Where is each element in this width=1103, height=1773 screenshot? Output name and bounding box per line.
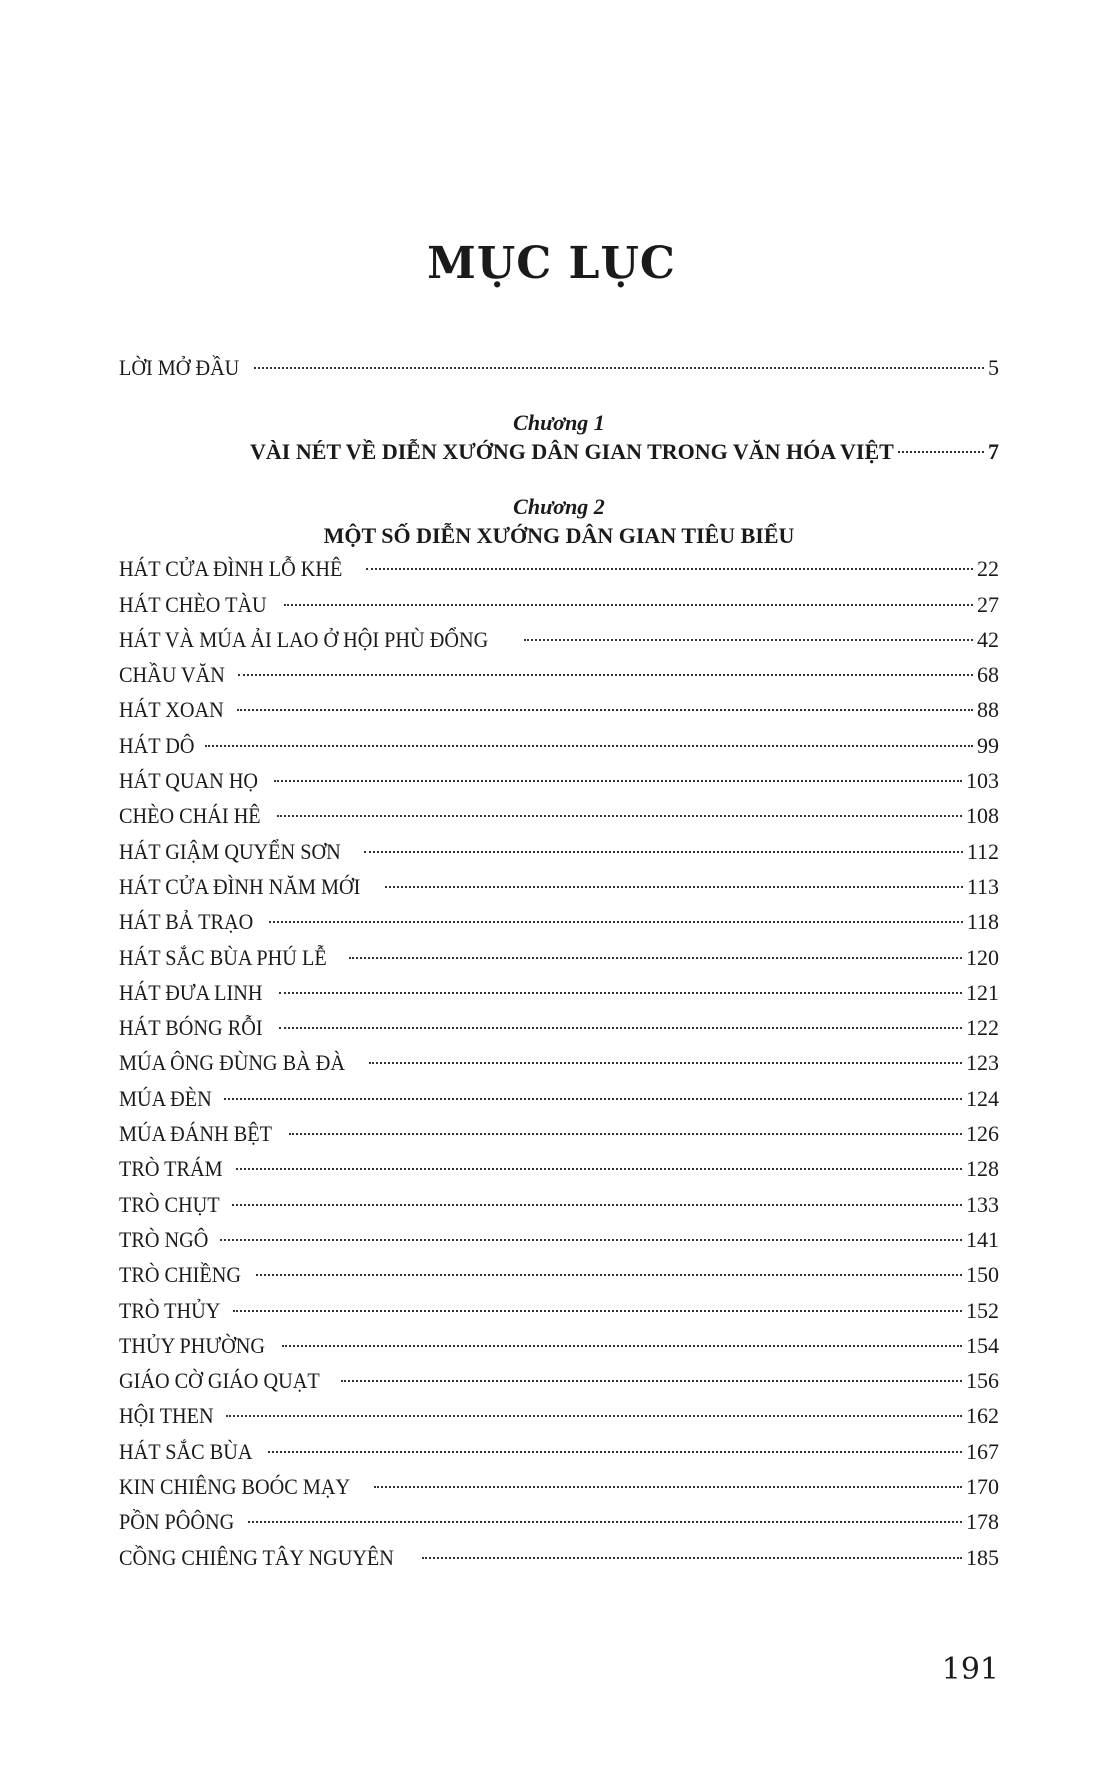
toc-entry-page: 133 — [966, 1191, 999, 1217]
toc-entry-label: TRÒ CHỤT — [119, 1191, 220, 1217]
toc-entry-page: 152 — [966, 1297, 999, 1323]
toc-entry-label: HÁT SẮC BÙA PHÚ LỄ — [119, 944, 327, 970]
toc-entry-label: HÁT QUAN HỌ — [119, 768, 259, 794]
dot-leader — [524, 639, 973, 641]
toc-entry[interactable] — [119, 1398, 999, 1433]
dot-leader — [282, 1345, 962, 1347]
dot-leader — [279, 992, 962, 994]
toc-entry[interactable] — [119, 1363, 999, 1398]
dot-leader — [226, 1415, 962, 1417]
toc-entry[interactable] — [119, 728, 999, 763]
toc-entry-label: MÚA ÔNG ĐÙNG BÀ ĐÀ — [119, 1050, 346, 1076]
toc-entry-label: HÁT ĐƯA LINH — [119, 979, 263, 1005]
chapter-2-heading: Chương 2 — [513, 494, 605, 520]
dot-leader — [284, 604, 973, 606]
toc-entry-page: 113 — [966, 873, 999, 899]
toc-entry[interactable] — [119, 587, 999, 622]
table-of-contents — [119, 350, 999, 1575]
chapter-2-title: MỘT SỐ DIỄN XƯỚNG DÂN GIAN TIÊU BIỂU — [323, 523, 795, 549]
dot-leader — [289, 1133, 962, 1135]
dot-leader — [341, 1380, 962, 1382]
dot-leader — [233, 1310, 962, 1312]
dot-leader — [205, 745, 973, 747]
toc-entry[interactable] — [119, 975, 999, 1010]
toc-entry-page: 88 — [977, 697, 999, 723]
toc-entry-list — [119, 551, 999, 1575]
toc-entry-page: 126 — [966, 1121, 999, 1147]
dot-leader — [349, 957, 962, 959]
dot-leader — [274, 780, 962, 782]
chapter-1-page: 7 — [988, 439, 999, 465]
page-number: 191 — [941, 1652, 999, 1687]
toc-entry-page: 156 — [966, 1368, 999, 1394]
toc-entry[interactable] — [119, 1328, 999, 1363]
toc-entry-label: CỒNG CHIÊNG TÂY NGUYÊN — [119, 1544, 394, 1570]
toc-entry[interactable] — [119, 1151, 999, 1186]
dot-leader — [248, 1521, 962, 1523]
toc-entry-label: HỘI THEN — [119, 1403, 214, 1429]
toc-entry-page: 178 — [966, 1509, 999, 1535]
toc-entry-label: MÚA ĐÈN — [119, 1085, 212, 1111]
toc-entry-label: HÁT CHÈO TÀU — [119, 591, 267, 617]
toc-entry-label: HÁT XOAN — [119, 697, 224, 723]
toc-entry-label: HÁT BẢ TRẠO — [119, 909, 254, 935]
toc-entry-page: 112 — [966, 838, 999, 864]
toc-entry-page: 170 — [966, 1474, 999, 1500]
chapter-1-title: VÀI NÉT VỀ DIỄN XƯỚNG DÂN GIAN TRONG VĂN HÓA VIỆT — [250, 439, 894, 465]
dot-leader — [254, 367, 984, 369]
dot-leader — [268, 1451, 962, 1453]
toc-entry[interactable] — [119, 551, 999, 586]
toc-entry[interactable] — [119, 1257, 999, 1292]
toc-entry-label: TRÒ TRÁM — [119, 1156, 223, 1182]
chapter-1-entry[interactable] — [119, 437, 999, 467]
dot-leader — [256, 1274, 962, 1276]
toc-entry[interactable] — [119, 1222, 999, 1257]
toc-entry-label: HÁT BÓNG RỖI — [119, 1015, 263, 1041]
dot-leader — [422, 1557, 962, 1559]
toc-entry[interactable] — [119, 869, 999, 904]
toc-entry[interactable] — [119, 657, 999, 692]
toc-entry-intro[interactable] — [119, 350, 999, 385]
toc-entry-label: CHẦU VĂN — [119, 662, 225, 688]
toc-entry-page: 5 — [988, 355, 999, 380]
toc-entry-page: 108 — [966, 803, 999, 829]
toc-entry-page: 121 — [966, 979, 999, 1005]
toc-entry-label: TRÒ NGÔ — [119, 1226, 209, 1252]
toc-entry[interactable] — [119, 904, 999, 939]
toc-entry[interactable] — [119, 1187, 999, 1222]
toc-entry[interactable] — [119, 1116, 999, 1151]
toc-entry[interactable] — [119, 622, 999, 657]
dot-leader — [369, 1062, 962, 1064]
toc-entry[interactable] — [119, 1010, 999, 1045]
toc-entry-label: LỜI MỞ ĐẦU — [119, 355, 240, 380]
toc-entry-page: 128 — [966, 1156, 999, 1182]
toc-entry-page: 141 — [966, 1226, 999, 1252]
chapter-1-heading: Chương 1 — [513, 410, 605, 436]
toc-entry-page: 185 — [966, 1544, 999, 1570]
toc-entry[interactable] — [119, 1045, 999, 1080]
toc-entry[interactable] — [119, 1540, 999, 1575]
toc-entry[interactable] — [119, 1434, 999, 1469]
page-title: MỤC LỤC — [427, 238, 676, 289]
dot-leader — [366, 568, 973, 570]
toc-entry[interactable] — [119, 1293, 999, 1328]
toc-entry-label: PỒN PÔÔNG — [119, 1509, 235, 1535]
toc-entry-page: 42 — [977, 626, 999, 652]
toc-entry-label: CHÈO CHÁI HÊ — [119, 803, 261, 829]
toc-entry-page: 167 — [966, 1438, 999, 1464]
toc-entry[interactable] — [119, 692, 999, 727]
toc-entry-page: 162 — [966, 1403, 999, 1429]
toc-entry-page: 120 — [966, 944, 999, 970]
chapter-1-block — [119, 409, 999, 467]
toc-entry-label: HÁT GIẬM QUYỂN SƠN — [119, 838, 341, 864]
toc-entry-page: 122 — [966, 1015, 999, 1041]
toc-entry[interactable] — [119, 1081, 999, 1116]
dot-leader — [279, 1027, 962, 1029]
toc-entry-page: 124 — [966, 1085, 999, 1111]
toc-entry-label: GIÁO CỜ GIÁO QUẠT — [119, 1368, 320, 1394]
dot-leader — [385, 886, 962, 888]
toc-entry-page: 27 — [977, 591, 999, 617]
dot-leader — [220, 1239, 962, 1241]
toc-entry-label: THỦY PHƯỜNG — [119, 1332, 265, 1358]
dot-leader — [364, 851, 963, 853]
chapter-2-block — [119, 493, 999, 551]
dot-leader — [277, 815, 962, 817]
toc-entry-label: HÁT CỬA ĐÌNH NĂM MỚI — [119, 873, 361, 899]
toc-entry-label: KIN CHIÊNG BOÓC MẠY — [119, 1474, 351, 1500]
toc-entry-label: HÁT SẮC BÙA — [119, 1438, 253, 1464]
toc-entry-page: 68 — [977, 662, 999, 688]
toc-entry-label: MÚA ĐÁNH BỆT — [119, 1121, 272, 1147]
dot-leader — [238, 674, 973, 676]
toc-entry[interactable] — [119, 940, 999, 975]
toc-entry-label: HÁT CỬA ĐÌNH LỖ KHÊ — [119, 556, 343, 582]
dot-leader — [898, 451, 984, 453]
dot-leader — [224, 1098, 962, 1100]
toc-entry-page: 150 — [966, 1262, 999, 1288]
toc-entry[interactable] — [119, 798, 999, 833]
toc-entry-label: HÁT DÔ — [119, 732, 195, 758]
toc-entry-page: 118 — [966, 909, 999, 935]
dot-leader — [236, 1168, 962, 1170]
toc-entry[interactable] — [119, 763, 999, 798]
toc-entry[interactable] — [119, 1469, 999, 1504]
dot-leader — [269, 921, 963, 923]
toc-entry-page: 103 — [966, 768, 999, 794]
toc-entry[interactable] — [119, 1504, 999, 1539]
dot-leader — [237, 709, 973, 711]
toc-entry-page: 22 — [977, 556, 999, 582]
toc-entry-label: TRÒ THỦY — [119, 1297, 221, 1323]
toc-entry-page: 154 — [966, 1332, 999, 1358]
toc-entry-page: 123 — [966, 1050, 999, 1076]
toc-entry[interactable] — [119, 834, 999, 869]
dot-leader — [374, 1486, 962, 1488]
dot-leader — [232, 1204, 962, 1206]
toc-entry-label: TRÒ CHIỀNG — [119, 1262, 242, 1288]
toc-entry-label: HÁT VÀ MÚA ẢI LAO Ở HỘI PHÙ ĐỔNG — [119, 626, 489, 652]
toc-entry-page: 99 — [977, 732, 999, 758]
